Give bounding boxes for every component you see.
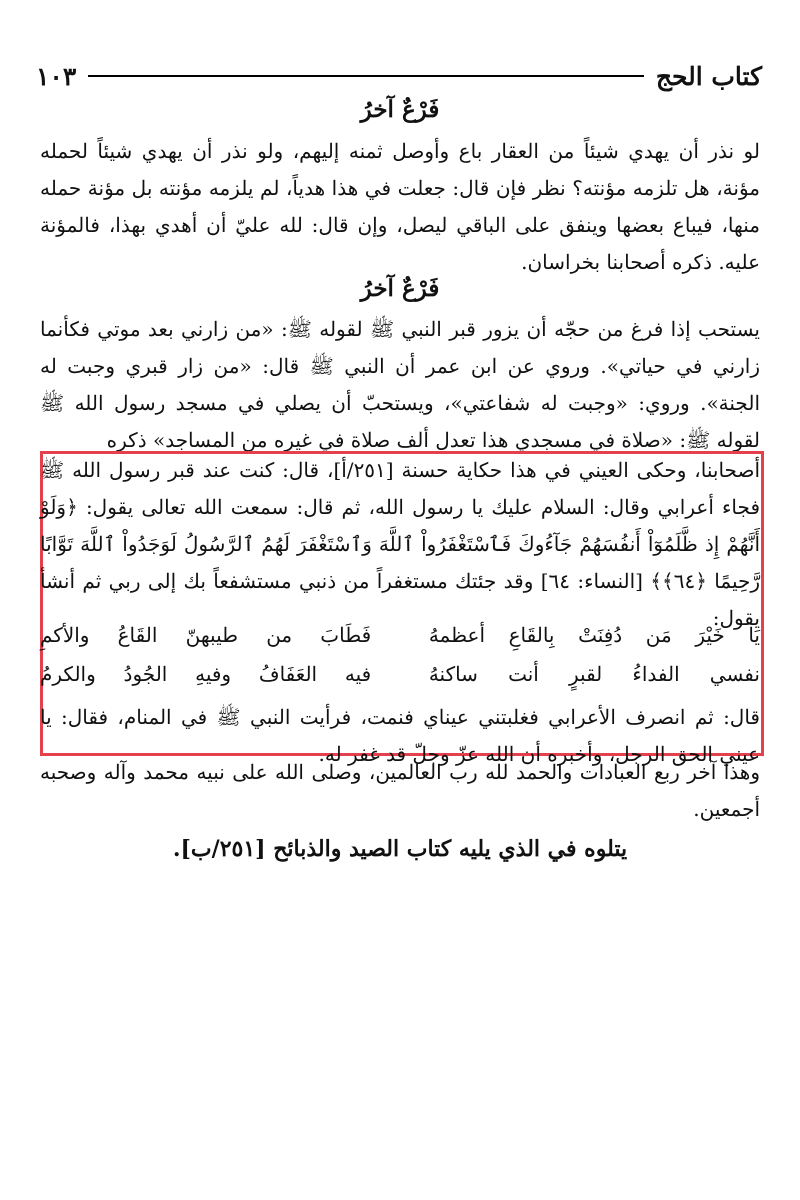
- closing-line: يتلوه في الذي يليه كتاب الصيد والذبائح [٢٥١/ب].: [172, 836, 628, 862]
- paragraph-2: يستحب إذا فرغ من حجّه أن يزور قبر النبي ﷺ لقوله ﷺ: «من زارني بعد موتي فكأنما زارني في حياتي». وروي عن ابن عمر أن النبي ﷺ قال: «من زار قبري وجبت له الجنة». وروي: «وجبت له شفاعتي»، ويستحبّ أن يصلي في مسجد رسول الله ﷺ لقوله ﷺ: «صلاة في مسجدي هذا تعدل ألف صلاة في غيره من المساجد» ذكره: [40, 317, 760, 452]
- paragraph-4: قال: ثم انصرف الأعرابي فغلبتني عيناي فنمت، فرأيت النبي ﷺ في المنام، فقال: يا عيني الحق الرجل، وأخبره أن الله عزّ وجلّ قد غفر له.: [40, 705, 760, 766]
- paragraph-1: لو نذر أن يهدي شيئاً من العقار باع وأوصل ثمنه إليهم، ولو نذر أن يهدي شيئاً لحمله مؤنة، هل تلزمه مؤنته؟ نظر فإن قال: جعلت في هذا هدياً، لم يلزمه مؤنته بل مؤنة حمله منها، فيباع بعضها وينفق على الباقي ليصل، وإن قال: لله عليّ أن أهدي بهذا، فالمؤنة عليه. ذكره أصحابنا بخراسان.: [40, 139, 760, 274]
- poem-hemistich: فَطَابَ من طيبهنّ القَاعُ والأكمِ: [40, 623, 372, 647]
- poem-verse-2: [40, 655, 760, 694]
- poem-hemistich: يَا خَيْرَ مَن دُفِنَتْ بِالقَاعِ أعظمهُ: [428, 623, 760, 647]
- section-heading-2: فَرْعٌ آخرُ: [360, 275, 440, 302]
- paragraph-5: وهذا آخر ربع العبادات والحمد لله رب العالمين، وصلى الله على نبيه محمد وآله وصحبه أجمعين.: [40, 760, 760, 821]
- section-heading-1: فَرْعٌ آخرُ: [360, 96, 440, 123]
- page-number: ١٠٣: [36, 61, 77, 91]
- paragraph-3: أصحابنا، وحكى العيني في هذا حكاية حسنة [٢٥١/أ]، قال: كنت عند قبر رسول الله ﷺ فجاء أعرابي وقال: السلام عليك يا رسول الله، ثم قال: سمعت الله تعالى يقول: ﴿وَلَوْ أَنَّهُمْ إِذ ظَّلَمُوٓاْ أَنفُسَهُمْ جَآءُوكَ فَٱسْتَغْفَرُواْ ٱللَّهَ وَٱسْتَغْفَرَ لَهُمُ ٱلرَّسُولُ لَوَجَدُواْ ٱللَّهَ تَوَّابًا رَّحِيمًا ﴿٦٤﴾﴾ [النساء: ٦٤] وقد جئتك مستغفراً من ذنبي مستشفعاً بك إلى ربي ثم أنشأ يقول:: [40, 458, 760, 630]
- poem-hemistich: نفسي الفداءُ لقبرٍ أنت ساكنهُ: [428, 662, 760, 686]
- poem-verse-1: [40, 616, 760, 655]
- poem-hemistich: فيه العَفَافُ وفيهِ الجُودُ والكرمُ: [40, 662, 372, 686]
- poem: [40, 616, 760, 694]
- running-header: [36, 56, 762, 96]
- header-rule: [88, 75, 644, 77]
- book-title: كتاب الحج: [655, 61, 762, 91]
